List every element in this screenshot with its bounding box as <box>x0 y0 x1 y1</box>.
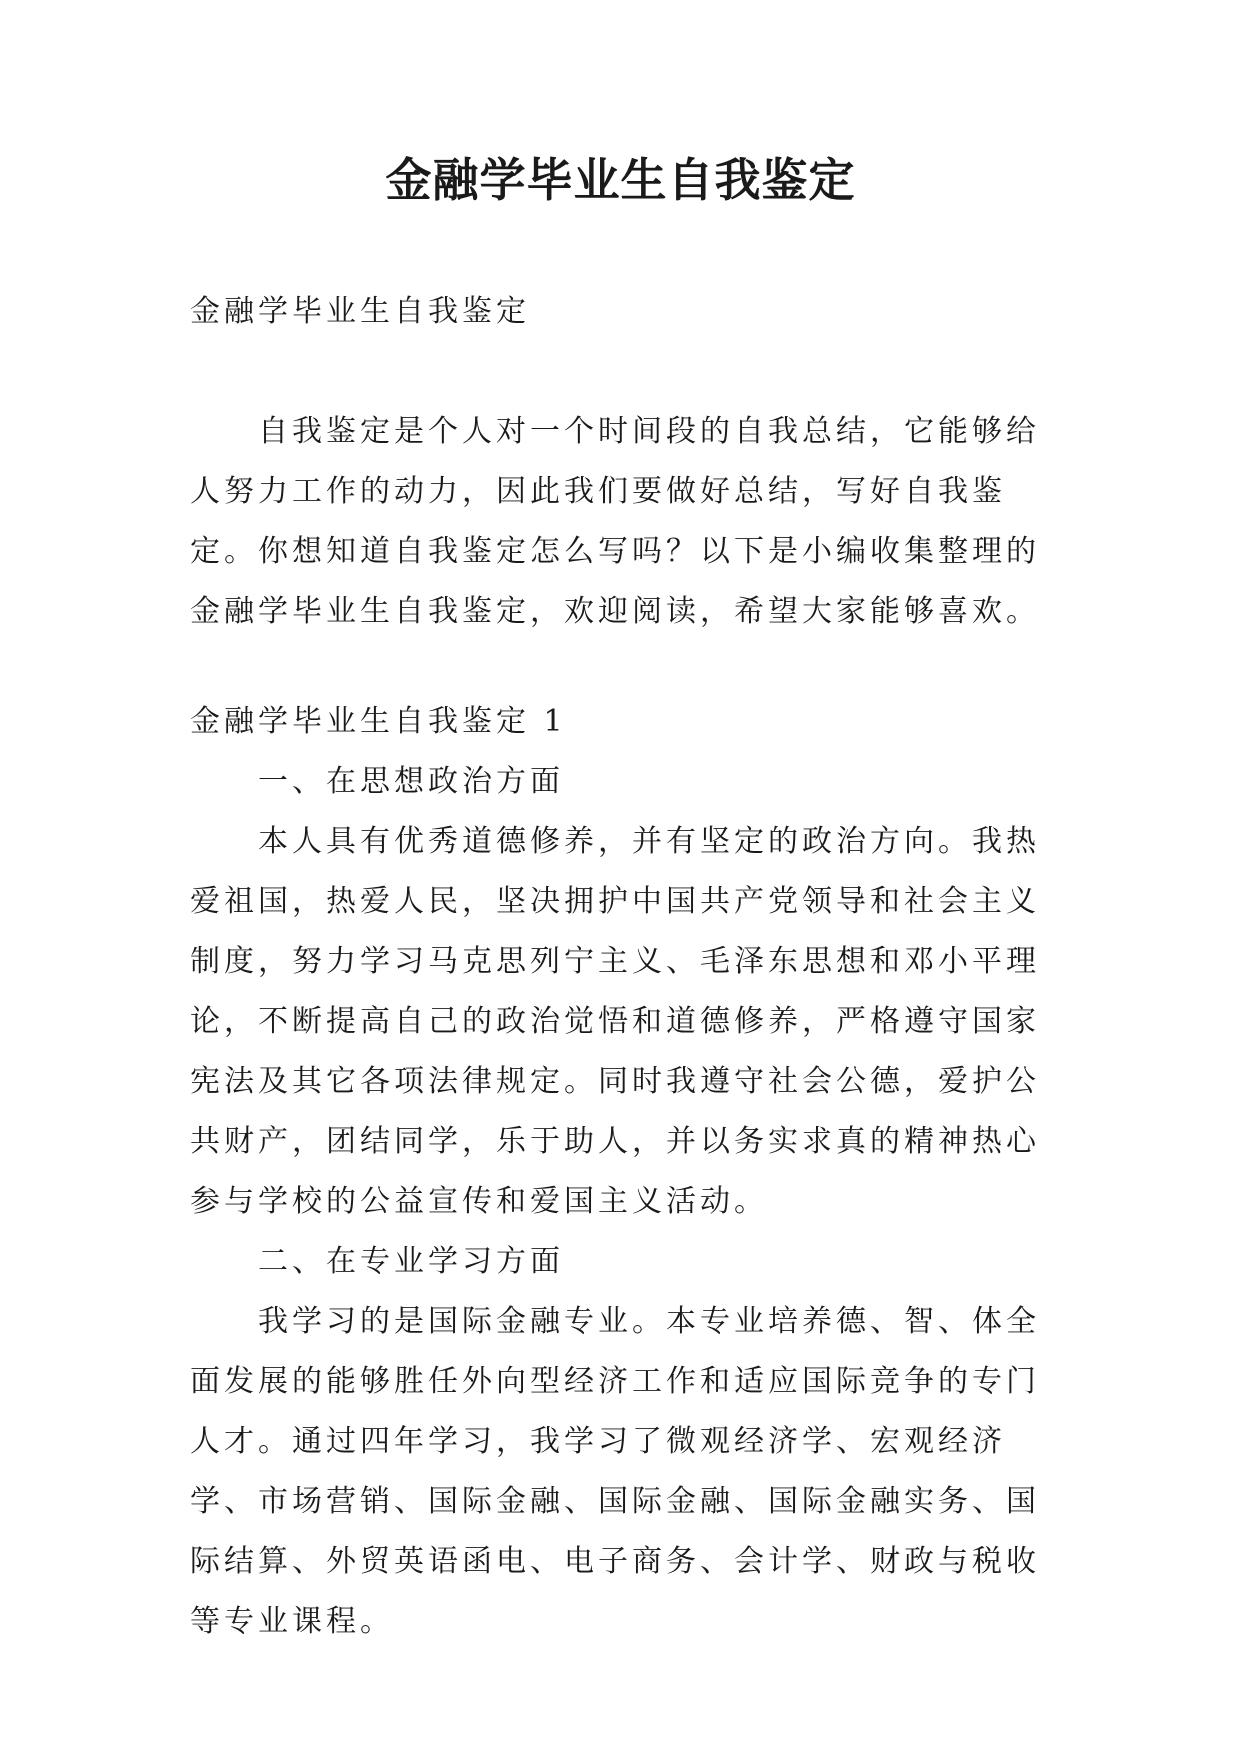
paragraph-study: 我学习的是国际金融专业。本专业培养德、智、体全面发展的能够胜任外向型经济工作和适应国际竞争的专门人才。通过四年学习，我学习了微观经济学、宏观经济学、市场营销、国际金融、国际金融、国际金融实务、国际结算、外贸英语函电、电子商务、会计学、财政与税收等专业课程。 <box>190 1304 1040 1639</box>
heading-political: 一、在思想政治方面 <box>258 764 564 799</box>
paragraph-political: 本人具有优秀道德修养，并有坚定的政治方向。我热爱祖国，热爱人民，坚决拥护中国共产党领导和社会主义制度，努力学习马克思列宁主义、毛泽东思想和邓小平理论，不断提高自己的政治觉悟和道德修养，严格遵守国家宪法及其它各项法律规定。同时我遵守社会公德，爱护公共财产，团结同学，乐于助人，并以务实求真的精神热心参与学校的公益宣传和爱国主义活动。 <box>190 824 1040 1219</box>
section-body <box>190 752 1070 1652</box>
document-title: 金融学毕业生自我鉴定 <box>385 153 856 207</box>
section-title: 金融学毕业生自我鉴定 1 <box>190 704 567 739</box>
heading-study: 二、在专业学习方面 <box>258 1244 564 1279</box>
intro-paragraph: 自我鉴定是个人对一个时间段的自我总结，它能够给人努力工作的动力，因此我们要做好总结，写好自我鉴定。你想知道自我鉴定怎么写吗？以下是小编收集整理的金融学毕业生自我鉴定，欢迎阅读，希望大家能够喜欢。 <box>190 414 1040 629</box>
document-subtitle: 金融学毕业生自我鉴定 <box>190 294 530 329</box>
